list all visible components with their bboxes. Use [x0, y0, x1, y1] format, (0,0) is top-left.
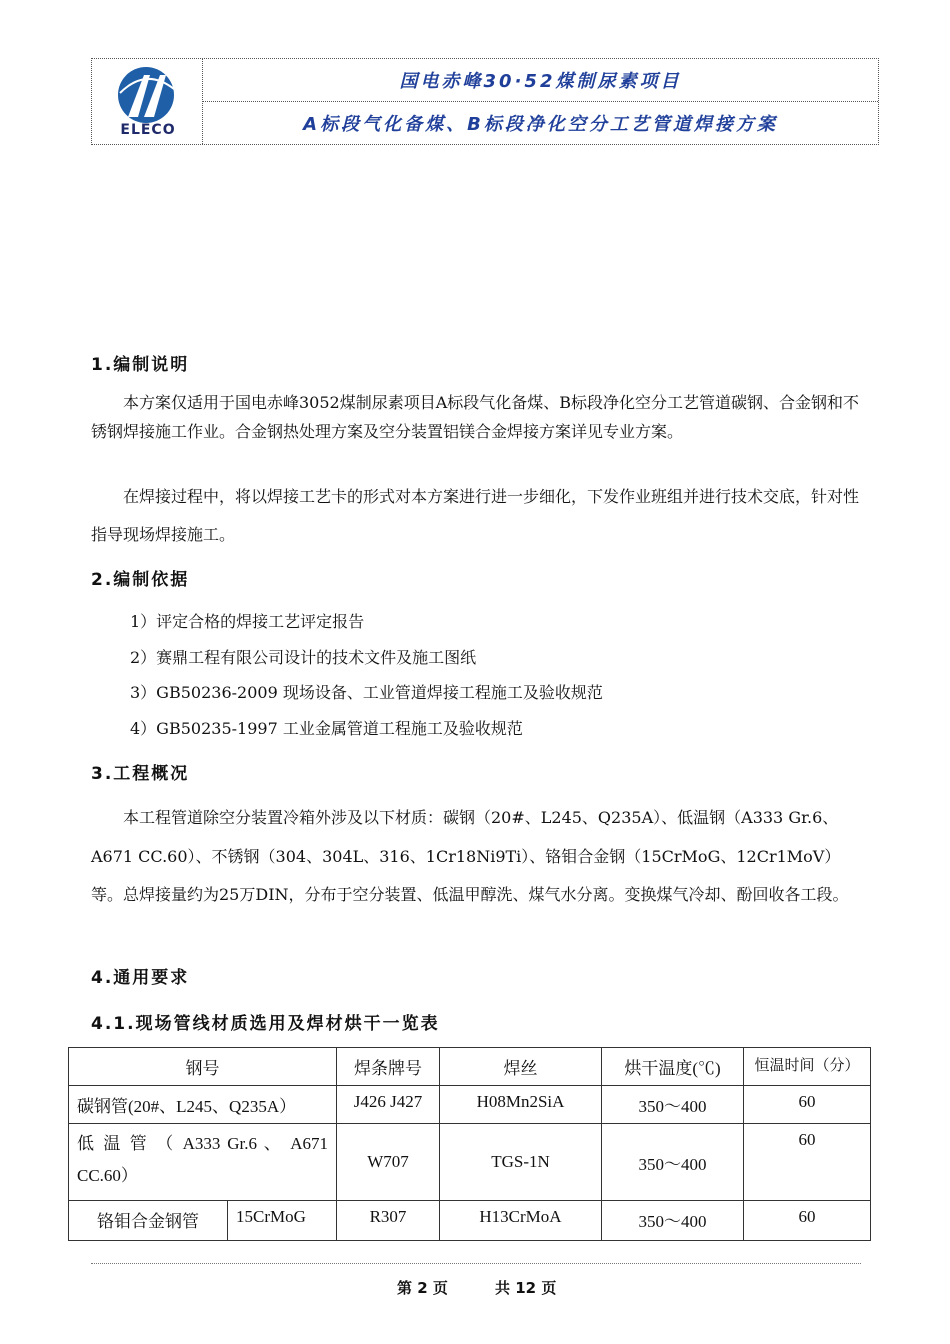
table-cell: 350～400 — [602, 1201, 744, 1241]
page-header — [91, 58, 879, 145]
table-row — [69, 1086, 871, 1124]
table-header-cell: 焊条牌号 — [337, 1048, 440, 1086]
list-item: 3）GB50236-2009 现场设备、工业管道焊接工程施工及验收规范 — [130, 683, 603, 702]
section-1-para-2: 在焊接过程中，将以焊接工艺卡的形式对本方案进行进一步细化，下发作业班组并进行技术交底，针对性指导现场焊接施工。 — [91, 487, 860, 544]
table-cell: TGS-1N — [440, 1124, 602, 1201]
logo-text: ELECO — [120, 122, 176, 138]
table-header-cell: 恒温时间（分） — [744, 1048, 871, 1086]
section-2-title: 2.编制依据 — [91, 570, 190, 590]
section-4-1-title: 4.1.现场管线材质选用及焊材烘干一览表 — [91, 1014, 440, 1034]
list-item: 2）赛鼎工程有限公司设计的技术文件及施工图纸 — [130, 648, 477, 667]
materials-table — [68, 1047, 871, 1241]
table-row — [69, 1124, 871, 1201]
table-row — [69, 1201, 871, 1241]
table-header-row — [69, 1048, 871, 1086]
table-cell: 碳钢管(20#、L245、Q235A） — [69, 1086, 337, 1124]
table-cell: 低 温 管 （ A333 Gr.6 、 A671 CC.60） — [69, 1124, 337, 1201]
logo — [92, 59, 203, 144]
section-4-title: 4.通用要求 — [91, 968, 190, 988]
table-cell: R307 — [337, 1201, 440, 1241]
section-1-para-1: 本方案仅适用于国电赤峰3052煤制尿素项目A标段气化备煤、B标段净化空分工艺管道碳钢、合金钢和不锈钢焊接施工作业。合金钢热处理方案及空分装置铝镁合金焊接方案详见专业方案。 — [91, 393, 860, 441]
section-1-title: 1.编制说明 — [91, 355, 190, 375]
page-number: 第 2 页 — [397, 1279, 448, 1297]
table-cell: W707 — [337, 1124, 440, 1201]
table-header-cell: 钢号 — [69, 1048, 337, 1086]
table-cell: 15CrMoG — [228, 1201, 337, 1241]
table-cell: 铬钼合金钢管 — [69, 1201, 228, 1241]
table-cell: H13CrMoA — [440, 1201, 602, 1241]
page-total: 共 12 页 — [495, 1279, 557, 1297]
footer-divider — [91, 1263, 861, 1264]
table-cell: J426 J427 — [337, 1086, 440, 1124]
header-project-title: 国电赤峰30·52煤制尿素项目 — [203, 59, 878, 102]
table-cell: 60 — [744, 1124, 871, 1201]
table-header-cell: 烘干温度(℃) — [602, 1048, 744, 1086]
table-header-cell: 焊丝 — [440, 1048, 602, 1086]
section-3-para-1: 本工程管道除空分装置冷箱外涉及以下材质：碳钢（20#、L245、Q235A）、低温钢（A333 Gr.6、A671 CC.60）、不锈钢（304、304L、316、1Cr18Ni9Ti）、铬钼合金钢（15CrMoG、12Cr1MoV）等。总焊接量约为25万DIN，分布于空分装置、低温甲醇洗、煤气水分离。变换煤气冷却、酚回收各工段。 — [91, 808, 849, 904]
table-cell: 350～400 — [602, 1086, 744, 1124]
list-item: 1）评定合格的焊接工艺评定报告 — [130, 612, 365, 631]
table-cell: 350～400 — [602, 1124, 744, 1201]
list-item: 4）GB50235-1997 工业金属管道工程施工及验收规范 — [130, 719, 523, 738]
table-cell: 60 — [744, 1201, 871, 1241]
section-3-title: 3.工程概况 — [91, 764, 190, 784]
table-cell: 60 — [744, 1086, 871, 1124]
table-cell: H08Mn2SiA — [440, 1086, 602, 1124]
header-doc-title: A标段气化备煤、B标段净化空分工艺管道焊接方案 — [303, 114, 778, 135]
